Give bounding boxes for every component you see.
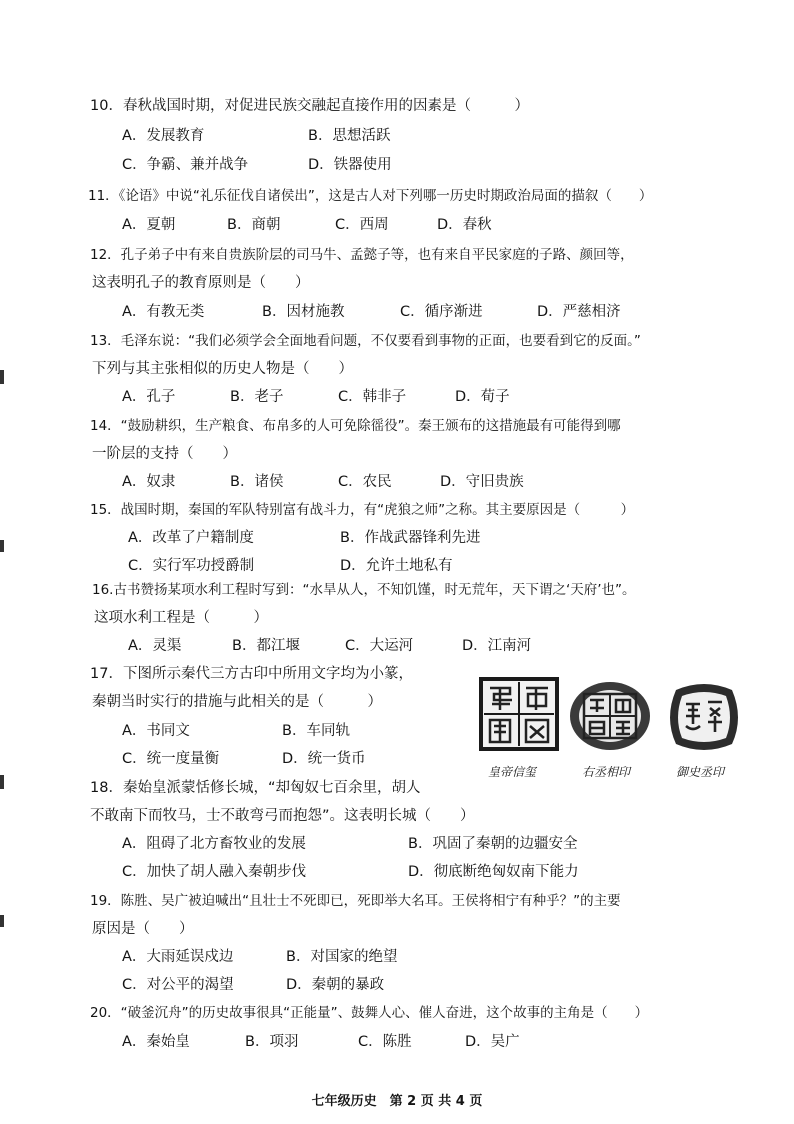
question-18-option-d[interactable]: D．彻底断绝匈奴南下能力 [408,864,579,880]
question-14-option-d[interactable]: D．守旧贵族 [440,474,524,490]
question-19-stem: 19．陈胜、吴广被迫喊出“且壮士不死即已，死即举大名耳。王侯将相宁有种乎？”的主要 [90,893,621,909]
question-20-option-c[interactable]: C．陈胜 [358,1034,412,1050]
question-17-option-a[interactable]: A．书同文 [122,723,190,739]
seal-huangdi-xinxi-image [478,676,560,752]
question-18-option-b[interactable]: B．巩固了秦朝的边疆安全 [408,836,578,852]
question-16-option-c[interactable]: C．大运河 [345,638,414,654]
question-11-option-d[interactable]: D．春秋 [437,217,492,233]
question-11-stem: 11．《论语》中说“礼乐征伐自诸侯出”，这是古人对下列哪一历史时期政治局面的描叙（ ） [88,188,653,204]
question-14-option-c[interactable]: C．农民 [338,474,392,490]
question-10-stem: 10．春秋战国时期，对促进民族交融起直接作用的因素是（ ） [90,98,529,114]
question-11-option-c[interactable]: C．西周 [335,217,389,233]
question-20-option-b[interactable]: B．项羽 [245,1034,299,1050]
question-18-option-c[interactable]: C．加快了胡人融入秦朝步伐 [122,864,307,880]
question-12-stem-cont: 这表明孔子的教育原则是（ ） [92,275,310,291]
question-20-option-a[interactable]: A．秦始皇 [122,1034,190,1050]
question-13-stem: 13．毛泽东说：“我们必须学会全面地看问题，不仅要看到事物的正面，也要看到它的反面。” [90,333,641,349]
question-19-option-c[interactable]: C．对公平的渴望 [122,977,234,993]
question-10-option-a[interactable]: A．发展教育 [122,128,205,144]
question-13-option-a[interactable]: A．孔子 [122,389,176,405]
question-16-option-a[interactable]: A．灵渠 [128,638,182,654]
question-17-option-c[interactable]: C．统一度量衡 [122,751,220,767]
question-14-option-b[interactable]: B．诸侯 [230,474,284,490]
question-12-option-c[interactable]: C．循序渐进 [400,304,483,320]
seal-youchengxiang-yin-image [568,680,652,752]
question-16-option-d[interactable]: D．江南河 [462,638,532,654]
question-11-option-b[interactable]: B．商朝 [227,217,281,233]
seal-caption-3: 御史丞印 [676,765,725,779]
question-12-option-d[interactable]: D．严慈相济 [537,304,621,320]
question-19-stem-cont: 原因是（ ） [92,921,194,937]
question-13-option-c[interactable]: C．韩非子 [338,389,407,405]
question-20-stem: 20．“破釜沉舟”的历史故事很具“正能量”、鼓舞人心、催人奋进，这个故事的主角是（ ） [90,1005,649,1021]
question-19-option-d[interactable]: D．秦朝的暴政 [286,977,385,993]
page-footer: 七年级历史 第 2 页 共 4 页 [311,1094,483,1109]
question-13-option-b[interactable]: B．老子 [230,389,284,405]
seal-caption-1: 皇帝信玺 [488,765,537,779]
question-19-option-a[interactable]: A．大雨延误戍边 [122,949,234,965]
question-10-option-d[interactable]: D．铁器使用 [308,157,392,173]
question-14-option-a[interactable]: A．奴隶 [122,474,176,490]
seal-caption-2: 右丞相印 [582,765,631,779]
question-12-stem: 12．孔子弟子中有来自贵族阶层的司马牛、孟懿子等，也有来自平民家庭的子路、颜回等， [90,247,634,263]
question-16-stem: 16.古书赞扬某项水利工程时写到：“水旱从人，不知饥馑，时无荒年，天下谓之‘天府’也”。 [92,582,636,598]
question-20-option-d[interactable]: D．吴广 [465,1034,520,1050]
question-14-stem-cont: 一阶层的支持（ ） [92,446,237,462]
question-13-stem-cont: 下列与其主张相似的历史人物是（ ） [92,361,353,377]
scan-edge-mark [0,915,4,927]
question-15-option-d[interactable]: D．允许土地私有 [340,558,453,574]
question-10-option-c[interactable]: C．争霸、兼并战争 [122,157,249,173]
scan-edge-mark [0,370,4,384]
question-10-option-b[interactable]: B．思想活跃 [308,128,391,144]
question-17-stem: 17．下图所示秦代三方古印中所用文字均为小篆， [90,666,413,682]
question-15-option-b[interactable]: B．作战武器锋利先进 [340,530,481,546]
question-11-option-a[interactable]: A．夏朝 [122,217,176,233]
question-16-stem-cont: 这项水利工程是（ ） [94,610,268,626]
question-18-option-a[interactable]: A．阻碍了北方畜牧业的发展 [122,836,306,852]
question-18-stem-cont: 不敢南下而牧马，士不敢弯弓而抱怨”。这表明长城（ ） [90,808,475,824]
question-17-stem-cont: 秦朝当时实行的措施与此相关的是（ ） [92,694,382,710]
question-15-stem: 15．战国时期，秦国的军队特别富有战斗力，有“虎狼之师”之称。其主要原因是（ ） [90,502,635,518]
question-17-option-b[interactable]: B．车同轨 [282,723,350,739]
question-15-option-c[interactable]: C．实行军功授爵制 [128,558,255,574]
question-16-option-b[interactable]: B．都江堰 [232,638,300,654]
question-15-option-a[interactable]: A．改革了户籍制度 [128,530,254,546]
seal-yushi-chengyin-image [666,680,742,754]
scan-edge-mark [0,540,4,552]
question-17-option-d[interactable]: D．统一货币 [282,751,366,767]
question-14-stem: 14．“鼓励耕织，生产粮食、布帛多的人可免除徭役”。秦王颁布的这措施最有可能得到哪 [90,418,621,434]
question-18-stem: 18．秦始皇派蒙恬修长城，“却匈奴七百余里，胡人 [90,780,421,796]
scan-edge-mark [0,775,4,789]
question-12-option-a[interactable]: A．有教无类 [122,304,205,320]
question-13-option-d[interactable]: D．荀子 [455,389,510,405]
question-12-option-b[interactable]: B．因材施教 [262,304,345,320]
question-19-option-b[interactable]: B．对国家的绝望 [286,949,398,965]
